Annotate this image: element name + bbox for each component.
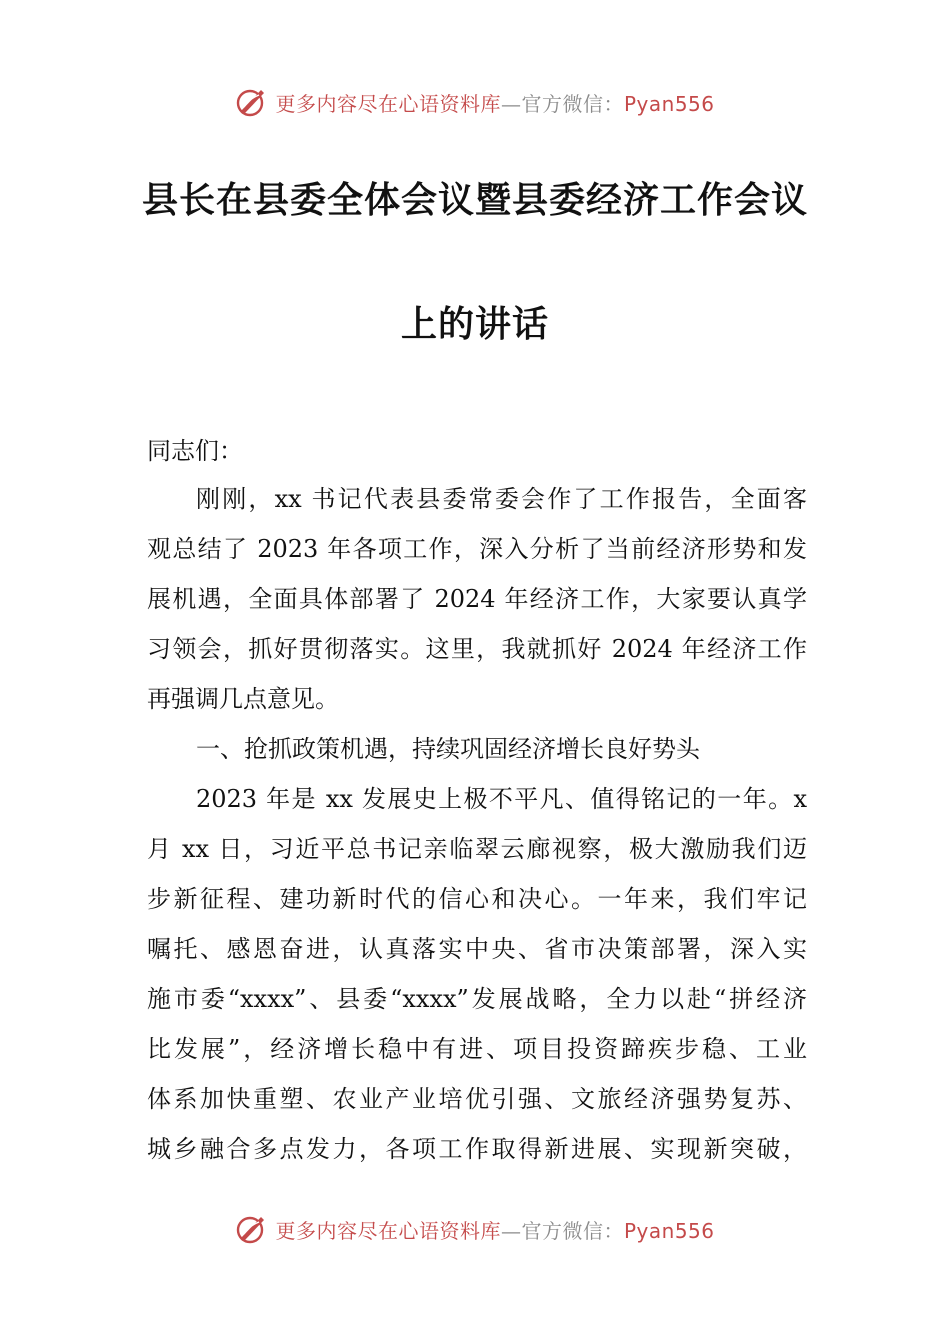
section-heading-1: 一、抢抓政策机遇，持续巩固经济增长良好势头 bbox=[196, 735, 700, 763]
document-title-line-2: 上的讲话 bbox=[400, 304, 549, 345]
quill-pen-logo-icon bbox=[235, 85, 269, 119]
paragraph-1-line: 习领会，抓好贯彻落实。这里，我就抓好 2024 年经济工作 bbox=[147, 635, 807, 663]
watermark-dash: — bbox=[500, 1218, 522, 1243]
paragraph-2-line: 月 xx 日，习近平总书记亲临翠云廊视察，极大激励我们迈 bbox=[147, 835, 807, 863]
watermark-dash: — bbox=[500, 91, 522, 116]
paragraph-2-line: 嘱托、感恩奋进，认真落实中央、省市决策部署，深入实 bbox=[147, 935, 807, 963]
paragraph-1-line: 观总结了 2023 年各项工作，深入分析了当前经济形势和发 bbox=[147, 535, 807, 563]
watermark-main: 更多内容尽在心语资料库 bbox=[275, 91, 501, 116]
paragraph-2-line: 比发展”，经济增长稳中有进、项目投资蹄疾步稳、工业 bbox=[147, 1035, 807, 1063]
watermark-main: 更多内容尽在心语资料库 bbox=[275, 1218, 501, 1243]
paragraph-1-line: 刚刚，xx 书记代表县委常委会作了工作报告，全面客 bbox=[196, 485, 807, 513]
watermark-text bbox=[275, 1215, 714, 1244]
watermark-wechat-id: Pyan556 bbox=[623, 91, 715, 116]
paragraph-2-line: 步新征程、建功新时代的信心和决心。一年来，我们牢记 bbox=[147, 885, 807, 913]
watermark-wechat-id: Pyan556 bbox=[623, 1218, 715, 1243]
watermark-wechat-label: 官方微信： bbox=[521, 1218, 624, 1243]
document-title-line-1: 县长在县委全体会议暨县委经济工作会议 bbox=[141, 180, 808, 221]
greeting: 同志们： bbox=[147, 437, 243, 465]
paragraph-1-line: 再强调几点意见。 bbox=[147, 685, 339, 713]
footer-watermark-banner bbox=[0, 1207, 950, 1251]
quill-pen-logo-icon bbox=[235, 1212, 269, 1246]
paragraph-2-line: 体系加快重塑、农业产业培优引强、文旅经济强势复苏、 bbox=[147, 1085, 807, 1113]
paragraph-2-line: 城乡融合多点发力，各项工作取得新进展、实现新突破， bbox=[147, 1135, 807, 1163]
paragraph-2-line: 2023 年是 xx 发展史上极不平凡、值得铭记的一年。x bbox=[196, 785, 807, 813]
paragraph-2-line: 施市委“xxxx”、县委“xxxx”发展战略，全力以赴“拼经济 bbox=[147, 985, 807, 1013]
watermark-text bbox=[275, 88, 714, 117]
paragraph-1-line: 展机遇，全面具体部署了 2024 年经济工作，大家要认真学 bbox=[147, 585, 807, 613]
watermark-wechat-label: 官方微信： bbox=[521, 91, 624, 116]
header-watermark-banner bbox=[0, 80, 950, 124]
